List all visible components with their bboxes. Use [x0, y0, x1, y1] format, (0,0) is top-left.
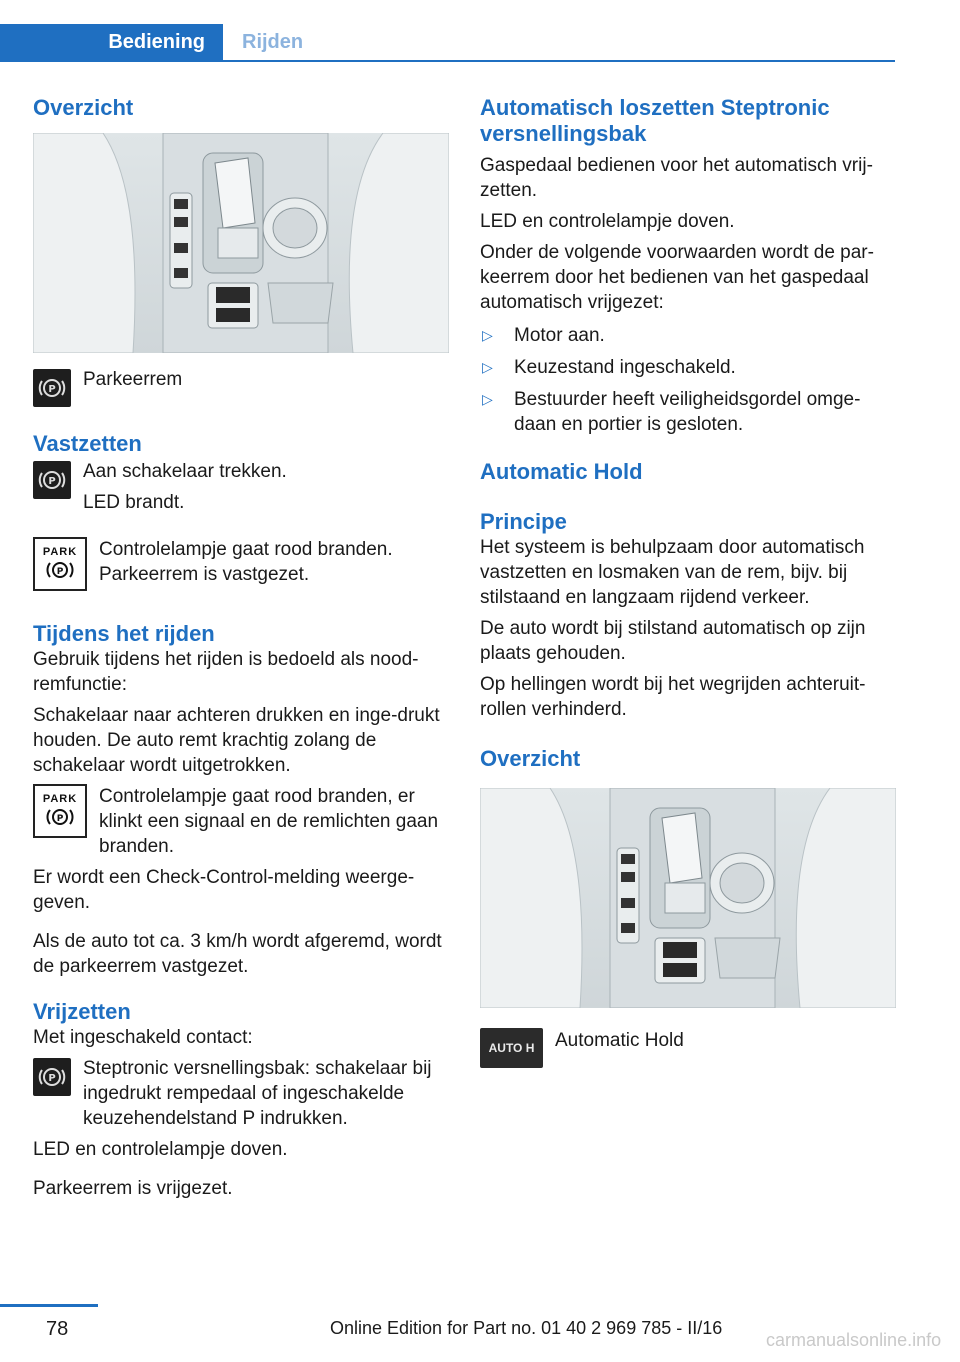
- section-title-vrijzetten: Vrijzetten: [33, 999, 131, 1024]
- list-item: ▷ Keuzestand ingeschakeld.: [482, 357, 736, 378]
- tijdens-park-row: [33, 784, 449, 859]
- vrijzetten-p3: Parkeerrem is vrijgezet.: [33, 1178, 233, 1199]
- park-warning-icon: [33, 537, 87, 591]
- vastzetten-row: [33, 459, 449, 515]
- vrijzetten-icon-text: Steptronic versnellingsbak: schakelaar bij ingedrukt rempedaal of ingeschakelde keuzehendelstand P indrukken.: [83, 1058, 432, 1129]
- vastzetten-line2: LED brandt.: [83, 492, 185, 513]
- section-title-overzicht: Overzicht: [33, 95, 134, 120]
- right-column: [480, 95, 896, 1068]
- section-title-principe: Principe: [480, 509, 567, 534]
- parking-brake-icon: [33, 461, 71, 499]
- bullet-triangle-icon: ▷: [482, 391, 493, 407]
- svg-text:P: P: [48, 1073, 56, 1084]
- parkeerrem-label: Parkeerrem: [83, 369, 183, 390]
- vastzetten-park-row: [33, 537, 449, 591]
- section-title-automatic-hold: Automatic Hold: [480, 459, 643, 484]
- left-column: [33, 95, 449, 1201]
- console-figure: [33, 133, 449, 353]
- list-item: ▷ Bestuurder heeft veiligheidsgordel omge-daan en portier is gesloten.: [482, 389, 861, 435]
- tijdens-p3: Er wordt een Check-Control-melding weerge-geven.: [33, 867, 415, 913]
- principe-p2: De auto wordt bij stilstand automatisch op zijn plaats gehouden.: [480, 618, 866, 664]
- loszetten-p2: LED en controlelampje doven.: [480, 211, 735, 232]
- footer-rule: [0, 1304, 98, 1307]
- svg-text:P: P: [56, 814, 64, 824]
- edition-text: Online Edition for Part no. 01 40 2 969 785 - II/16: [330, 1318, 723, 1338]
- tab-rijden[interactable]: Rijden: [242, 31, 304, 53]
- section-title-tijdens-het-rijden: Tijdens het rijden: [33, 621, 215, 646]
- vrijzetten-p1: Met ingeschakeld contact:: [33, 1027, 253, 1048]
- console-illustration: [480, 788, 896, 1008]
- park-icon-text: PARK: [42, 546, 78, 558]
- vrijzetten-p2: LED en controlelampje doven.: [33, 1139, 288, 1160]
- loszetten-p3: Onder de volgende voorwaarden wordt de par-keerrem door het bedienen van het gaspedaal automatisch vrijgezet:: [480, 242, 874, 313]
- bullet-triangle-icon: ▷: [482, 359, 493, 375]
- park-icon-text: PARK: [42, 793, 78, 805]
- tijdens-p2: Schakelaar naar achteren drukken en inge-drukt houden. De auto remt krachtig zolang de schakelaar wordt uitgetrokken.: [33, 705, 440, 776]
- console-figure-automatic-hold: [480, 788, 896, 1008]
- parkeerrem-legend: [33, 367, 449, 407]
- svg-text:P: P: [48, 476, 56, 487]
- tab-bediening[interactable]: Bediening: [0, 24, 223, 61]
- principe-p3: Op hellingen wordt bij het wegrijden achteruit-rollen verhinderd.: [480, 674, 866, 720]
- header-rule: [0, 60, 895, 62]
- page-number: 78: [46, 1318, 69, 1340]
- tijdens-p1: Gebruik tijdens het rijden is bedoeld als nood-remfunctie:: [33, 649, 419, 695]
- tijdens-park-text: Controlelampje gaat rood branden, er klinkt een signaal en de remlichten gaan branden.: [99, 786, 439, 857]
- watermark: carmanualsonline.info: [766, 1330, 942, 1350]
- header-tab-bar: [0, 0, 895, 62]
- bullet-triangle-icon: ▷: [482, 327, 493, 343]
- parking-brake-icon: [33, 369, 71, 407]
- park-warning-icon: [33, 784, 87, 838]
- svg-text:P: P: [56, 567, 64, 577]
- section-title-overzicht-right: Overzicht: [480, 746, 581, 771]
- automatic-hold-label: Automatic Hold: [555, 1030, 684, 1051]
- section-title-automatisch-loszetten: Automatisch loszetten Steptronic versnellingsbak: [480, 95, 830, 146]
- svg-text:P: P: [48, 384, 56, 395]
- conditions-list: [480, 323, 896, 437]
- tijdens-p4: Als de auto tot ca. 3 km/h wordt afgeremd, wordt de parkeerrem vastgezet.: [33, 931, 442, 977]
- loszetten-p1: Gaspedaal bedienen voor het automatisch vrij-zetten.: [480, 155, 873, 201]
- list-item: ▷ Motor aan.: [482, 325, 605, 346]
- vastzetten-park-text: Controlelampje gaat rood branden. Parkeerrem is vastgezet.: [99, 539, 393, 585]
- vastzetten-line1: Aan schakelaar trekken.: [83, 461, 287, 482]
- automatic-hold-legend: [480, 1028, 896, 1068]
- section-title-vastzetten: Vastzetten: [33, 431, 142, 456]
- vrijzetten-row: [33, 1056, 449, 1131]
- principe-p1: Het systeem is behulpzaam door automatisch vastzetten en losmaken van de rem, bijv. bij stilstaand en langzaam rijdend verkeer.: [480, 537, 865, 608]
- auto-hold-icon: AUTO H: [480, 1028, 543, 1068]
- parking-brake-icon: [33, 1058, 71, 1096]
- console-illustration: [33, 133, 449, 353]
